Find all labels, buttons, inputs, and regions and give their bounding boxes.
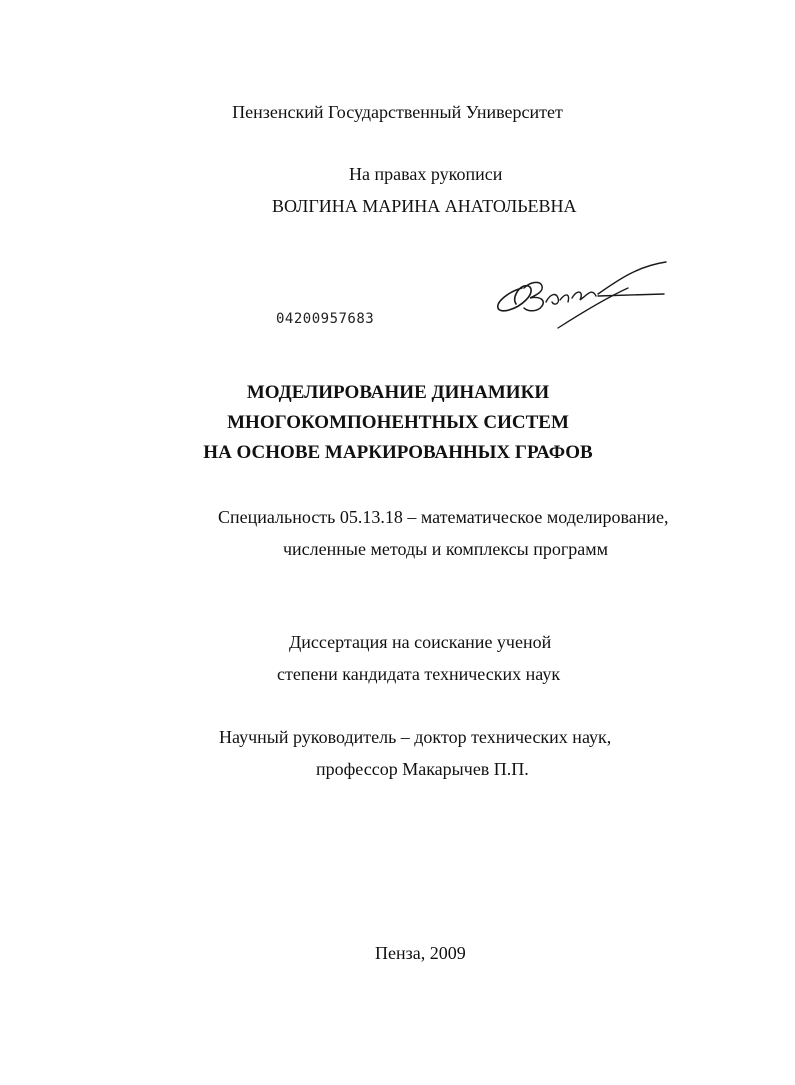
- degree-line-1: Диссертация на соискание ученой: [289, 632, 552, 652]
- place-year: Пенза, 2009: [375, 943, 466, 963]
- specialty-line-1: Специальность 05.13.18 – математическое моделирование,: [218, 507, 669, 527]
- manuscript-note: На правах рукописи: [349, 164, 503, 184]
- specialty-line-2: численные методы и комплексы программ: [283, 539, 609, 559]
- supervisor-line-2: профессор Макарычев П.П.: [316, 759, 529, 779]
- university-name: Пензенский Государственный Университет: [232, 102, 563, 122]
- degree-line-2: степени кандидата технических наук: [277, 664, 561, 684]
- title-line-2: МНОГОКОМПОНЕНТНЫХ СИСТЕМ: [227, 412, 569, 433]
- supervisor-line-1: Научный руководитель – доктор технических наук,: [219, 727, 612, 747]
- title-line-3: НА ОСНОВЕ МАРКИРОВАННЫХ ГРАФОВ: [203, 442, 593, 463]
- signature-icon: [488, 258, 668, 330]
- author-name: ВОЛГИНА МАРИНА АНАТОЛЬЕВНА: [272, 196, 577, 216]
- registration-number: 04200957683: [276, 311, 375, 327]
- title-line-1: МОДЕЛИРОВАНИЕ ДИНАМИКИ: [246, 382, 550, 403]
